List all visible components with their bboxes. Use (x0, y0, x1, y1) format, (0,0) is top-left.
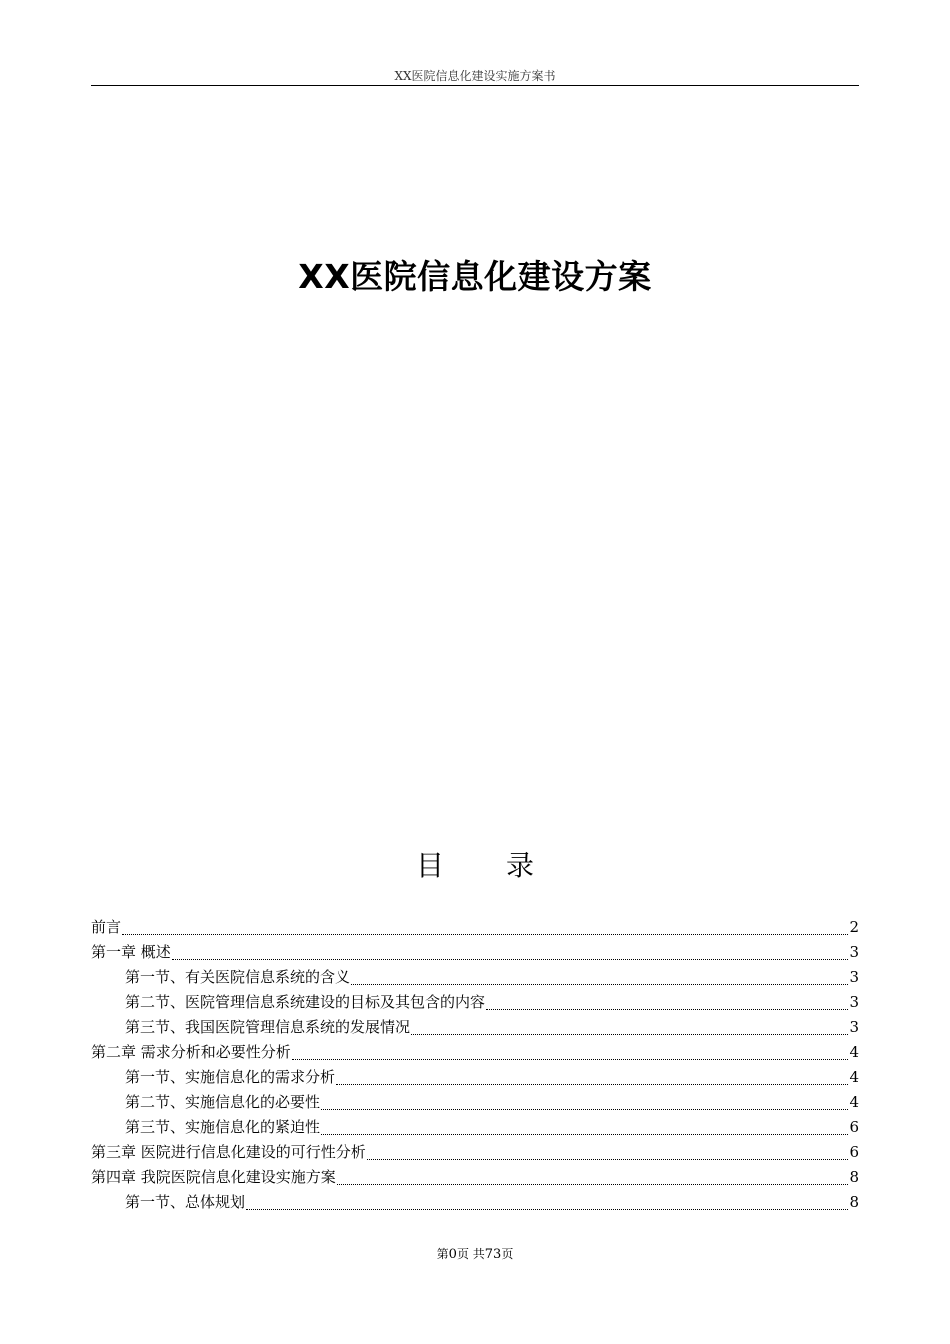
footer-prefix: 第 (436, 1247, 449, 1261)
toc-entry-title: 前言 (91, 918, 122, 936)
toc-entry-page: 4 (849, 1068, 859, 1086)
toc-heading-right: 录 (506, 849, 535, 882)
toc-leader-dots (411, 1033, 848, 1035)
table-of-contents (91, 915, 859, 1215)
toc-heading (91, 846, 859, 886)
toc-entry-title: 第一节、总体规划 (125, 1193, 246, 1211)
toc-entry-page: 3 (849, 968, 859, 986)
toc-entry[interactable] (91, 1065, 859, 1090)
footer-middle: 页 共 (456, 1247, 485, 1261)
toc-leader-dots (122, 933, 848, 935)
toc-entry[interactable] (91, 990, 859, 1015)
toc-entry[interactable] (91, 1015, 859, 1040)
toc-heading-left: 目 (415, 849, 444, 882)
footer-current-page: 0 (448, 1247, 457, 1262)
toc-leader-dots (367, 1158, 849, 1160)
toc-entry-title: 第三节、我国医院管理信息系统的发展情况 (125, 1018, 411, 1036)
toc-leader-dots (486, 1008, 848, 1010)
toc-leader-dots (321, 1108, 848, 1110)
toc-leader-dots (351, 983, 848, 985)
toc-entry[interactable] (91, 940, 859, 965)
toc-entry-page: 3 (849, 943, 859, 961)
toc-leader-dots (172, 958, 849, 960)
toc-entry-page: 3 (849, 1018, 859, 1036)
toc-entry-title: 第三节、实施信息化的紧迫性 (125, 1118, 321, 1136)
toc-entry[interactable] (91, 1040, 859, 1065)
footer-suffix: 页 (501, 1247, 514, 1261)
toc-entry-title: 第三章 医院进行信息化建设的可行性分析 (91, 1143, 366, 1161)
toc-entry-page: 8 (849, 1193, 859, 1211)
toc-entry[interactable] (91, 915, 859, 940)
toc-entry-title: 第四章 我院医院信息化建设实施方案 (91, 1168, 336, 1186)
toc-leader-dots (321, 1133, 848, 1135)
toc-entry-page: 3 (849, 993, 859, 1011)
toc-entry-title: 第二节、医院管理信息系统建设的目标及其包含的内容 (125, 993, 486, 1011)
toc-leader-dots (336, 1083, 848, 1085)
toc-entry-page: 2 (849, 918, 859, 936)
toc-entry[interactable] (91, 1090, 859, 1115)
toc-entry-title: 第一节、实施信息化的需求分析 (125, 1068, 336, 1086)
toc-entry-page: 6 (849, 1118, 859, 1136)
toc-leader-dots (337, 1183, 849, 1185)
toc-leader-dots (292, 1058, 849, 1060)
toc-entry-title: 第一节、有关医院信息系统的含义 (125, 968, 351, 986)
toc-entry[interactable] (91, 1165, 859, 1190)
document-title: XX医院信息化建设方案 (298, 257, 652, 296)
toc-entry[interactable] (91, 1140, 859, 1165)
header-divider (91, 85, 859, 86)
footer-total-pages: 73 (484, 1247, 502, 1262)
page-footer (91, 1244, 859, 1265)
toc-entry-title: 第二章 需求分析和必要性分析 (91, 1043, 291, 1061)
toc-entry[interactable] (91, 965, 859, 990)
toc-entry-page: 6 (849, 1143, 859, 1161)
toc-entry-page: 8 (849, 1168, 859, 1186)
toc-entry[interactable] (91, 1190, 859, 1215)
toc-entry[interactable] (91, 1115, 859, 1140)
toc-entry-page: 4 (849, 1043, 859, 1061)
toc-entry-page: 4 (849, 1093, 859, 1111)
page-header: XX医院信息化建设实施方案书 (394, 69, 556, 83)
toc-entry-title: 第二节、实施信息化的必要性 (125, 1093, 321, 1111)
toc-entry-title: 第一章 概述 (91, 943, 171, 961)
toc-leader-dots (246, 1208, 848, 1210)
